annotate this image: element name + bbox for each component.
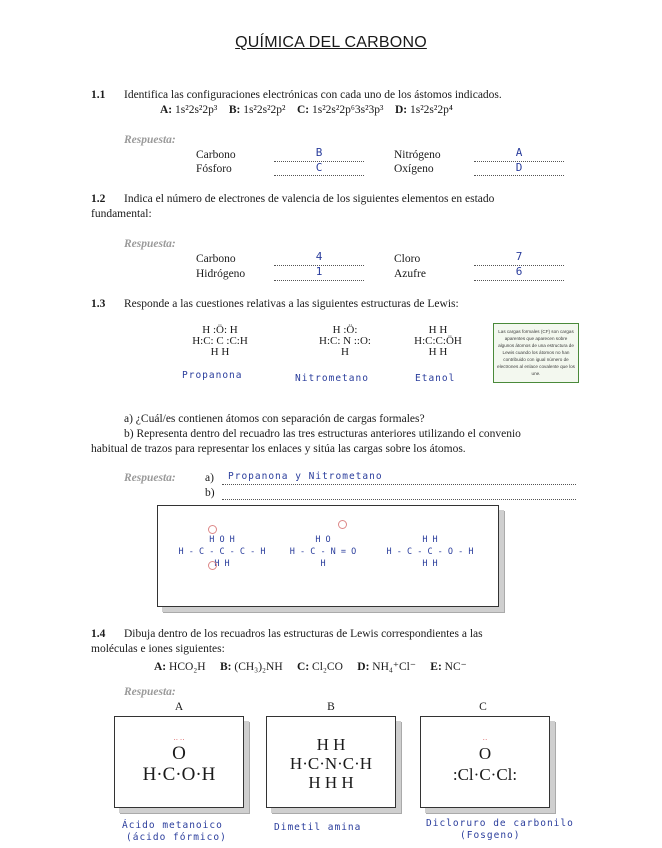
formal-charge-note: Las cargas formales (CF) son cargas aparentes que aparecen sobre algunos átomos de una estructura de Lewis cuando los átomos no han contribuido con igual número de electrones al enlace covalente que los une. bbox=[493, 323, 579, 383]
box-label: B bbox=[327, 701, 335, 713]
negative-charge-icon bbox=[208, 525, 217, 534]
lewis-box-a[interactable] bbox=[114, 716, 244, 808]
q14-number: 1.4 bbox=[91, 628, 106, 640]
option-config: 1s²2s²2p³ bbox=[175, 104, 218, 116]
q12-answer[interactable]: 6 bbox=[515, 265, 523, 278]
drawing-nitrometano: H O H - C - N = O H bbox=[289, 535, 357, 569]
q11-answer[interactable]: D bbox=[515, 161, 523, 174]
q11-number: 1.1 bbox=[91, 89, 106, 101]
q13-answer-a[interactable]: Propanona y Nitrometano bbox=[228, 471, 383, 482]
q11-answer[interactable]: C bbox=[315, 161, 323, 174]
option-formula: NH₄⁺Cl⁻ bbox=[372, 661, 416, 673]
q11-element: Oxígeno bbox=[394, 163, 434, 175]
q11-element: Fósforo bbox=[196, 163, 232, 175]
q12-answer[interactable]: 1 bbox=[315, 265, 323, 278]
q13-question-b: b) Representa dentro del recuadro las tres estructuras anteriores utilizando el convenio bbox=[124, 428, 521, 440]
q11-text: Identifica las configuraciones electrónicas con cada uno de los ástomos indicados. bbox=[124, 89, 502, 101]
option-letter: A: bbox=[160, 104, 173, 116]
q11-resp-label: Respuesta: bbox=[124, 134, 176, 146]
box-caption: (ácido fórmico) bbox=[126, 832, 227, 843]
option-formula: (CH₃)₂NH bbox=[234, 661, 283, 673]
q13-question-a: a) ¿Cuál/es contienen átomos con separación de cargas formales? bbox=[124, 413, 425, 425]
option-formula: HCO₂H bbox=[169, 661, 206, 673]
answer-b-label: b) bbox=[205, 487, 215, 499]
option-letter: E: bbox=[430, 661, 442, 673]
answer-line bbox=[474, 280, 564, 281]
q13-drawing-box[interactable] bbox=[157, 505, 499, 607]
lewis-structure-a: ·· ·· O H·C·O·H bbox=[115, 737, 243, 785]
q14-text: Dibuja dentro de los recuadros las estructuras de Lewis correspondientes a las bbox=[124, 628, 483, 640]
q12-element: Azufre bbox=[394, 268, 426, 280]
answer-line bbox=[274, 175, 364, 176]
option-config: 1s²2s²2p² bbox=[243, 104, 286, 116]
q11-answer[interactable]: B bbox=[315, 146, 323, 159]
option-letter: D: bbox=[357, 661, 370, 673]
option-letter: B: bbox=[228, 104, 241, 116]
lewis-nitrometano: H :Ö: H:C: N ::O: H bbox=[319, 324, 371, 358]
option-letter: B: bbox=[220, 661, 232, 673]
option-letter: C: bbox=[297, 661, 310, 673]
option-formula: NC⁻ bbox=[444, 661, 467, 673]
answer-a-label: a) bbox=[205, 472, 214, 484]
q11-element: Carbono bbox=[196, 149, 236, 161]
q11-options bbox=[160, 104, 453, 116]
q12-answer[interactable]: 7 bbox=[515, 250, 523, 263]
structure-name: Nitrometano bbox=[295, 373, 369, 384]
answer-line bbox=[222, 484, 576, 485]
option-config: 1s²2s²2p⁶3s²3p³ bbox=[312, 104, 384, 116]
lone-pair-dots: ·· bbox=[482, 736, 488, 744]
q12-element: Hidrógeno bbox=[196, 268, 246, 280]
drawing-propanona: H O H H - C - C - C - H H H bbox=[178, 535, 266, 569]
option-letter: C: bbox=[296, 104, 310, 116]
q13-number: 1.3 bbox=[91, 298, 106, 310]
lewis-structure-c: ·· O :Cl·C·Cl: bbox=[421, 737, 549, 785]
q14-resp-label: Respuesta: bbox=[124, 686, 176, 698]
option-letter: A: bbox=[154, 661, 167, 673]
lewis-propanona: H :Ö: H H:C: C :C:H H H bbox=[192, 324, 248, 358]
option-formula: Cl₂CO bbox=[312, 661, 343, 673]
negative-charge-icon bbox=[338, 520, 347, 529]
box-caption: Ácido metanoico bbox=[122, 820, 223, 831]
structure-name: Propanona bbox=[182, 370, 243, 381]
box-caption: (Fosgeno) bbox=[460, 830, 521, 841]
box-caption: Dicloruro de carbonilo bbox=[426, 818, 574, 829]
lewis-etanol: H H H:C:C:ÖH H H bbox=[414, 324, 462, 358]
box-label: C bbox=[479, 701, 487, 713]
drawing-etanol: H H H - C - C - O - H H H bbox=[386, 535, 474, 569]
answer-line bbox=[474, 175, 564, 176]
option-letter: D: bbox=[394, 104, 408, 116]
answer-line bbox=[222, 499, 576, 500]
q14-options bbox=[154, 659, 467, 673]
lewis-box-c[interactable] bbox=[420, 716, 550, 808]
lone-pair-dots: ·· ·· bbox=[173, 736, 185, 744]
lewis-structure-b: H H H·C·N·C·H H H H bbox=[289, 735, 373, 792]
q12-text-cont: fundamental: bbox=[91, 208, 152, 220]
q13-resp-label: Respuesta: bbox=[124, 472, 176, 484]
box-label: A bbox=[174, 701, 184, 713]
q12-answer[interactable]: 4 bbox=[315, 250, 323, 263]
q12-resp-label: Respuesta: bbox=[124, 238, 176, 250]
q14-text-cont: moléculas e iones siguientes: bbox=[91, 643, 225, 655]
q13-question-b-cont: habitual de trazos para representar los enlaces y sitúa las cargas sobre los átomos. bbox=[91, 443, 466, 455]
q12-text: Indica el número de electrones de valencia de los siguientes elementos en estado bbox=[124, 193, 495, 205]
page-title: QUÍMICA DEL CARBONO bbox=[235, 34, 427, 51]
q12-number: 1.2 bbox=[91, 193, 106, 205]
q11-element: Nitrógeno bbox=[394, 149, 441, 161]
positive-charge-icon bbox=[208, 561, 217, 570]
option-config: 1s²2s²2p⁴ bbox=[410, 104, 453, 116]
answer-line bbox=[274, 280, 364, 281]
structure-name: Etanol bbox=[415, 373, 456, 384]
q12-element: Carbono bbox=[196, 253, 236, 265]
box-caption: Dimetil amina bbox=[274, 822, 362, 833]
q13-text: Responde a las cuestiones relativas a las siguientes estructuras de Lewis: bbox=[124, 298, 459, 310]
lewis-box-b[interactable] bbox=[266, 716, 396, 808]
q11-answer[interactable]: A bbox=[515, 146, 523, 159]
q12-element: Cloro bbox=[394, 253, 421, 265]
